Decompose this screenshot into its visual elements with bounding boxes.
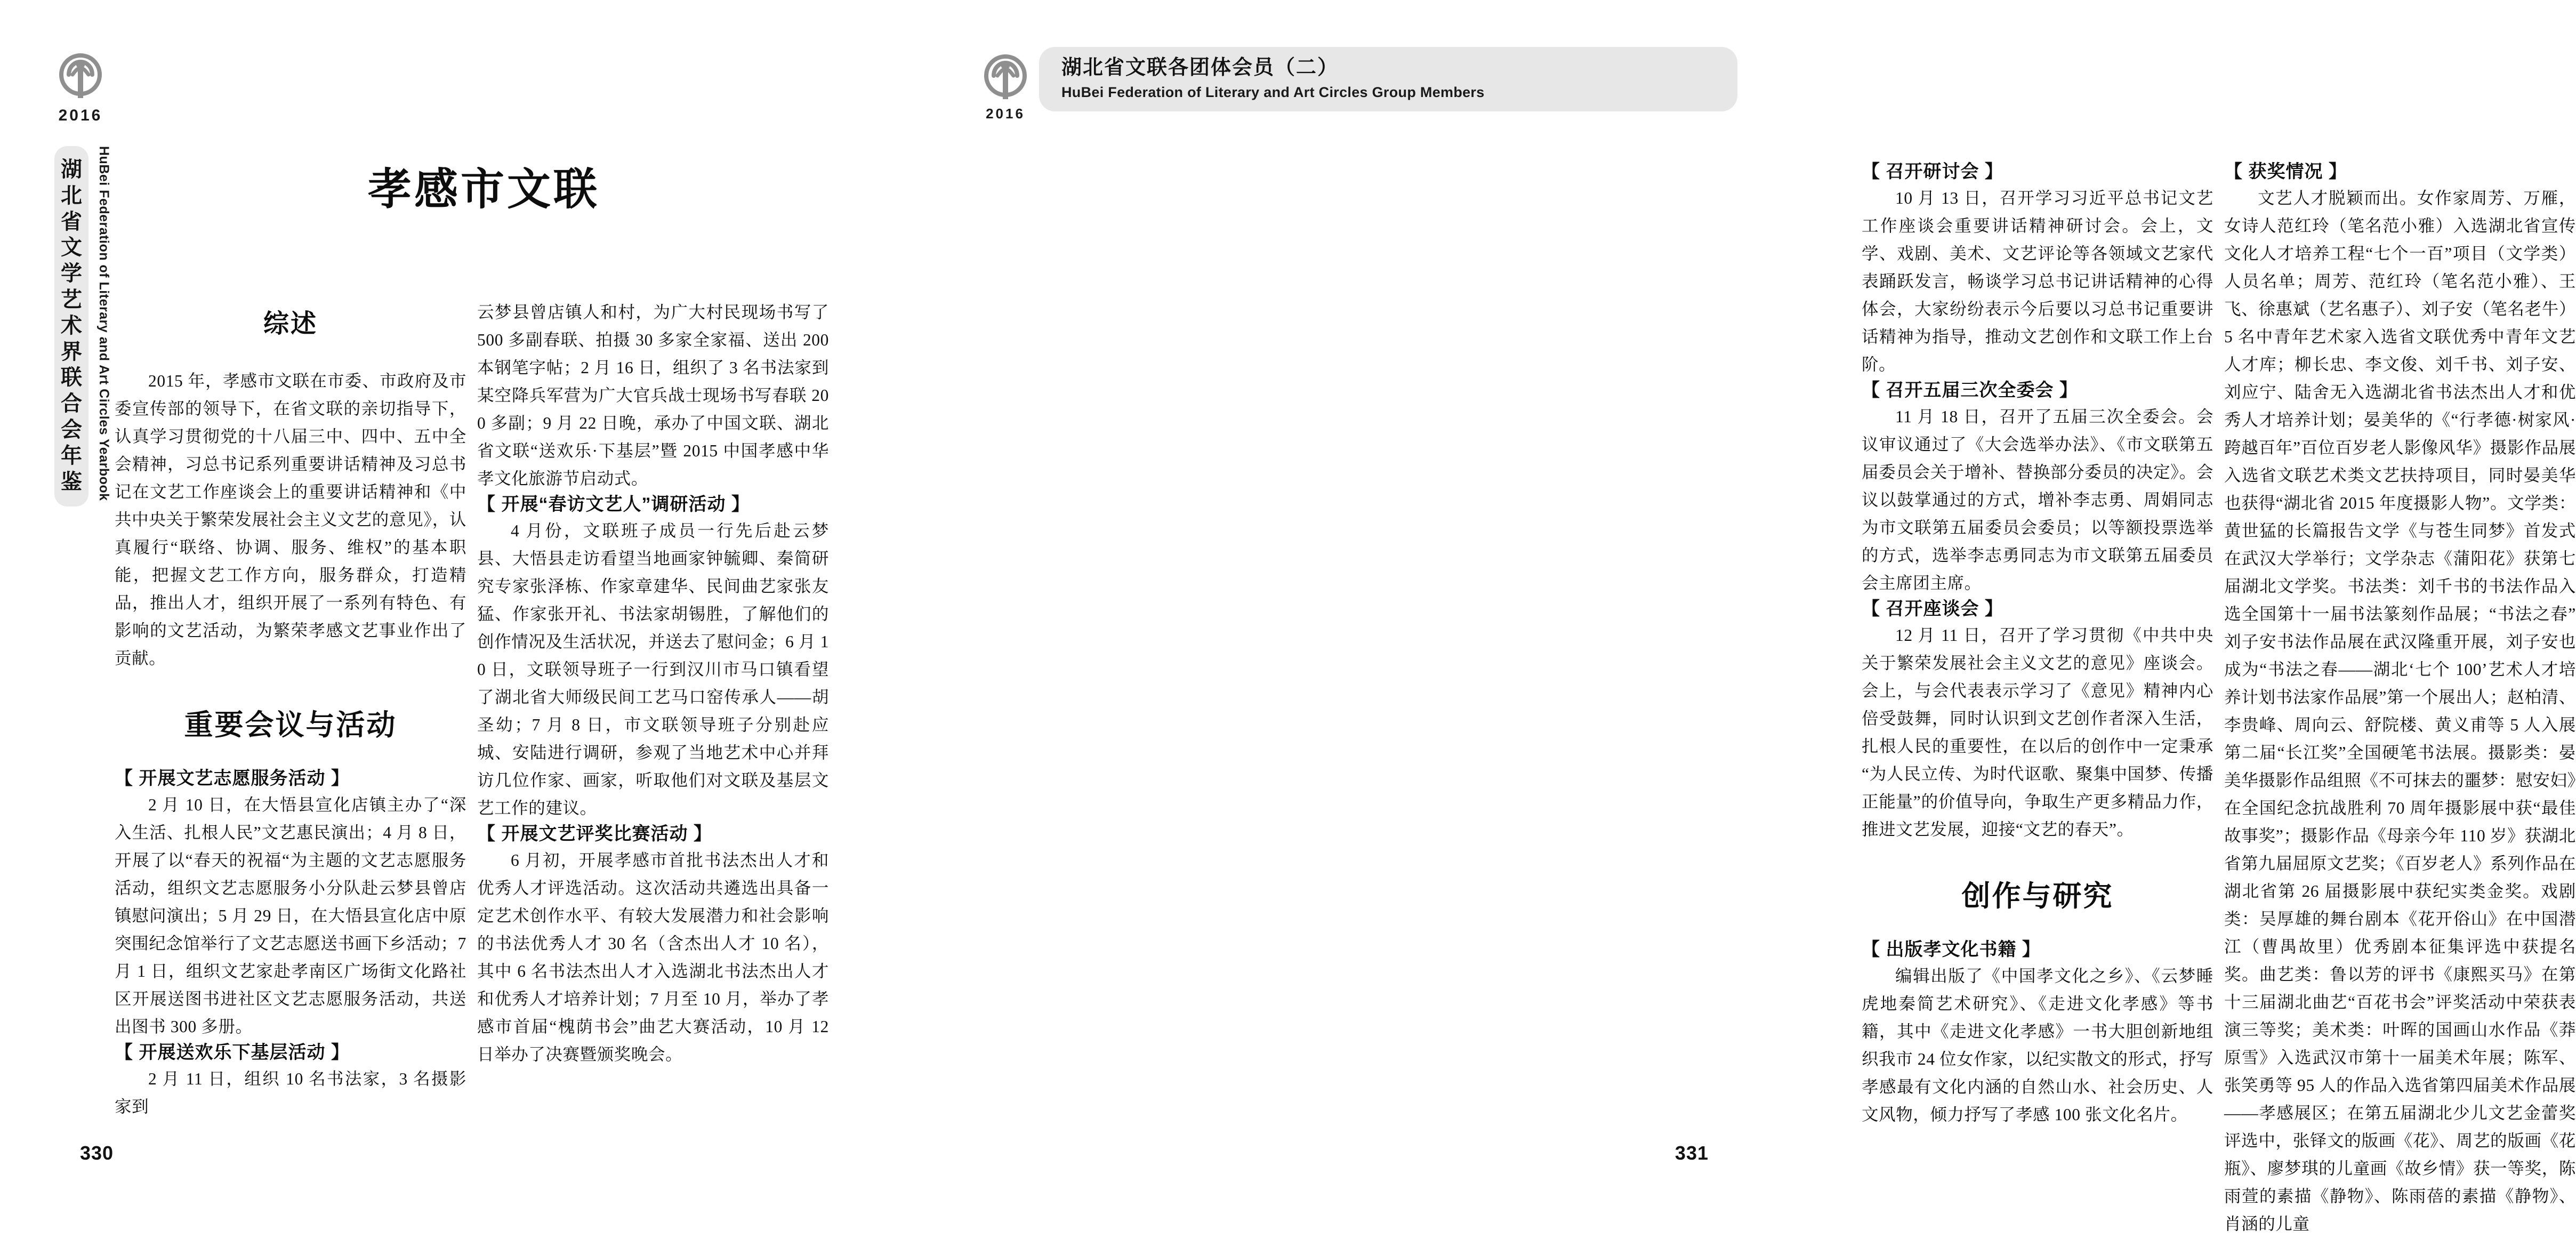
- paragraph-filial-culture-books: 编辑出版了《中国孝文化之乡》、《云梦睡虎地秦简艺术研究》、《走进文化孝感》等书籍，其中《走进文化孝感》一书大胆创新地组织我市 24 位女作家，以纪实散文的形式，抒写孝感最有文化内涵的自然山水、社会历史、人文风物，倾力抒写了孝感 100 张文化名片。: [1862, 966, 2213, 1124]
- subheading-fifth-third-plenary: 【 召开五届三次全委会 】: [1862, 380, 2078, 400]
- paragraph-fifth-third-plenary: 11 月 18 日，召开了五届三次全委会。会议审议通过了《大会选举办法》、《市文联第五届委员会关于增补、替换部分委员的决定》。会议以鼓掌通过的方式，增补李志勇、周娟同志为市文联第五届委员会委员；以等额投票选举的方式，选举李志勇同志为市文联第五届委员会主席团主席。: [1862, 407, 2213, 592]
- text-column-1: [115, 299, 466, 1130]
- vertical-char-2: 省: [61, 210, 82, 234]
- vertical-char-4: 学: [61, 262, 82, 286]
- paragraph-awards: 文艺人才脱颖而出。女作家周芳、万雁，女诗人范红玲（笔名范小雅）入选湖北省宣传文化人才培养工程“七个一百”项目（文学类）人员名单；周芳、范红玲（笔名范小雅）、王飞、徐惠斌（艺名惠子）、刘子安（笔名老牛）5 名中青年艺术家入选省文联优秀中青年文艺人才库；柳长忠、李文俊、刘千书、刘子安、刘应宁、陆舍无入选湖北省书法杰出人才和优秀人才培养计划；晏美华的《“行孝德·树家风·跨越百年”百位百岁老人影像风华》摄影作品展入选省文联艺术类文艺扶持项目，同时晏美华也获得“湖北省 2015 年度摄影人物”。文学类：黄世猛的长篇报告文学《与苍生同梦》首发式在武汉大学举行；文学杂志《蒲阳花》获第七届湖北文学奖。书法类：刘千书的书法作品入选全国第十一届书法篆刻作品展；“书法之春”刘子安书法作品展在武汉隆重开展，刘子安也成为“书法之春——湖北‘七个 100’艺术人才培养计划书法家作品展”第一个展出人；赵柏清、李贵峰、周向云、舒院楼、黄义甫等 5 人入展第二届“长江奖”全国硬笔书法展。摄影类：晏美华摄影作品组照《不可抹去的噩梦：慰安妇》在全国纪念抗战胜利 70 周年摄影展中获“最佳故事奖”；摄影作品《母亲今年 110 岁》获湖北省第九届屈原文艺奖；《百岁老人》系列作品在湖北省第 26 届摄影展中获纪实类金奖。戏剧类：吴厚雄的舞台剧本《花开俗山》在中国潜江（曹禺故里）优秀剧本征集评选中获提名奖。曲艺类：鲁以芳的评书《康熙买马》在第十三届湖北曲艺“百花书会”评奖活动中荣获表演三等奖；美术类：叶晖的国画山水作品《莽原雪》入选武汉市第十一届美术年展；陈军、张笑勇等 95 人的作品入选省第四届美术作品展——孝感展区；在第五届湖北少儿文艺金蕾奖评选中，张铎文的版画《花》、周艺的版画《花瓶》、廖梦琪的儿童画《故乡情》获一等奖，陈雨萱的素描《静物》、陈雨蓓的素描《静物》、肖涵的儿童: [2224, 188, 2576, 1233]
- paragraph-joy-continued: 云梦县曾店镇人和村，为广大村民现场书写了 500 多副春联、拍摄 30 多家全家福、送出 200 本钢笔字帖；2 月 16 日，组织了 3 名书法家到某空降兵军营为广大官兵战士现场书写春联 200 多副；9 月 22 日晚，承办了中国文联、湖北省文联“送欢乐·下基层”暨 2015 中国孝感中华孝文化旅游节启动式。: [477, 303, 829, 488]
- subheading-forum: 【 召开座谈会 】: [1862, 598, 2003, 619]
- right-page-header: [976, 47, 1737, 122]
- article-title: 孝感市文联: [368, 165, 600, 214]
- logo-year-left: 2016: [58, 107, 103, 124]
- yearbook-logo: [51, 51, 110, 125]
- text-column-2: [477, 299, 829, 1130]
- yearbook-title-cn-vertical: [54, 146, 88, 507]
- section-heading-meetings: 重要会议与活动: [184, 709, 397, 741]
- yearbook-logo-right: [976, 47, 1035, 122]
- section-heading-overview: 综述: [263, 310, 318, 338]
- vertical-char-9: 合: [61, 392, 82, 416]
- vertical-char-5: 艺: [61, 287, 82, 311]
- vertical-char-0: 湖: [61, 158, 82, 181]
- paragraph-joy-to-grassroots: 2 月 11 日，组织 10 名书法家，3 名摄影家到: [115, 1069, 466, 1116]
- subheading-awards: 【 获奖情况 】: [2224, 162, 2347, 182]
- subheading-filial-culture-books: 【 出版孝文化书籍 】: [1862, 939, 2041, 960]
- paragraph-forum: 12 月 11 日，召开了学习贯彻《中共中央关于繁荣发展社会主义文艺的意见》座谈会。会上，与会代表表示学习了《意见》精神内心倍受鼓舞，同时认识到文艺创作者深入生活，扎根人民的重要性，在以后的创作中一定秉承“为人民立传、为时代讴歌、聚集中国梦、传播正能量”的价值导向，争取生产更多精品力作，推进文艺发展，迎接“文艺的春天”。: [1862, 625, 2213, 839]
- paragraph-art-award-competition: 6 月初，开展孝感市首批书法杰出人才和优秀人才评选活动。这次活动共遴选出具备一定艺术创作水平、有较大发展潜力和社会影响的书法优秀人才 30 名（含杰出人才 10 名），其中 6 名书法杰出人才入选湖北书法杰出人才和优秀人才培养计划；7 月至 10 月，举办了孝感市首届“槐荫书会”曲艺大赛活动，10 月 12 日举办了决赛暨颁奖晚会。: [477, 850, 829, 1064]
- yearbook-title-en-vertical: HuBei Federation of Literary and Art Circles Yearbook: [96, 146, 111, 501]
- page-number-left: 330: [80, 1142, 114, 1164]
- vertical-char-12: 鉴: [61, 470, 82, 494]
- page-left: [0, 0, 894, 1222]
- paragraph-symposium: 10 月 13 日，召开学习习近平总书记文艺工作座谈会重要讲话精神研讨会。会上，文学、戏剧、美术、文艺评论等各领域文艺家代表踊跃发言，畅谈学习总书记讲话精神的心得体会，大家纷纷表示今后要以习总书记重要讲话精神为指导，推动文艺创作和文联工作上台阶。: [1862, 188, 2213, 374]
- page-number-right: 331: [1675, 1142, 1709, 1164]
- subheading-symposium: 【 召开研讨会 】: [1862, 162, 2003, 182]
- page-right: [894, 0, 2576, 1233]
- subheading-spring-visit-survey: 【 开展“春访文艺人”调研活动 】: [477, 494, 750, 515]
- running-head-cn: 湖北省文联各团体会员（二）: [1061, 57, 1339, 79]
- logo-year-right: 2016: [986, 106, 1025, 122]
- vertical-char-8: 联: [61, 366, 82, 390]
- overview-paragraph: 2015 年，孝感市文联在市委、市政府及市委宣传部的领导下，在省文联的亲切指导下，认真学习贯彻党的十八届三中、四中、五中全会精神，习总书记系列重要讲话精神及习总书记在文艺工作座谈会上的重要讲话精神和《中共中央关于繁荣发展社会主义文艺的意见》，认真履行“联络、协调、服务、维权”的基本职能，把握文艺工作方向，服务群众，打造精品，推出人才，组织开展了一系列有特色、有影响的文艺活动，为繁荣孝感文艺事业作出了贡献。: [115, 372, 466, 668]
- vertical-char-3: 文: [61, 236, 82, 260]
- vertical-char-10: 会: [61, 417, 82, 441]
- vertical-char-7: 界: [61, 340, 82, 364]
- vertical-char-6: 术: [61, 313, 82, 337]
- subheading-volunteer-service: 【 开展文艺志愿服务活动 】: [115, 768, 350, 789]
- vertical-char-1: 北: [61, 183, 82, 207]
- vertical-char-11: 年: [61, 444, 82, 468]
- federation-arch-logo-icon: [55, 51, 106, 102]
- paragraph-volunteer-service: 2 月 10 日，在大悟县宣化店镇主办了“深入生活、扎根人民”文艺惠民演出；4 月 8 日，开展了以“春天的祝福“为主题的文艺志愿服务活动，组织文艺志愿服务小分队赴云梦县曾店镇慰问演出；5 月 29 日，在大悟县宣化店中原突围纪念馆举行了文艺志愿送书画下乡活动；7 月 1 日，组织文艺家赴孝南区广场街文化路社区开展送图书进社区文艺志愿服务活动，共送出图书 300 多册。: [115, 795, 466, 1036]
- subheading-art-award-competition: 【 开展文艺评奖比赛活动 】: [477, 823, 712, 844]
- running-head-en: HuBei Federation of Literary and Art Circles Group Members: [1061, 84, 1485, 101]
- text-column-3: [1862, 160, 2213, 1130]
- subheading-joy-to-grassroots: 【 开展送欢乐下基层活动 】: [115, 1042, 350, 1063]
- running-head-band: [1039, 47, 1737, 111]
- section-heading-creation: 创作与研究: [1961, 880, 2114, 912]
- paragraph-spring-visit-survey: 4 月份，文联班子成员一行先后赴云梦县、大悟县走访看望当地画家钟毓卿、秦简研究专家张泽栋、作家章建华、民间曲艺家张友猛、作家张开礼、书法家胡锡胜，了解他们的创作情况及生活状况，并送去了慰问金；6 月 10 日，文联领导班子一行到汉川市马口镇看望了湖北省大师级民间工艺马口窑传承人——胡圣幼；7 月 8 日，市文联领导班子分别赴应城、安陆进行调研，参观了当地艺术中心并拜访几位作家、画家，听取他们对文联及基层文艺工作的建议。: [477, 521, 829, 817]
- federation-arch-logo-icon: [980, 52, 1031, 103]
- text-column-4: [2224, 160, 2576, 1233]
